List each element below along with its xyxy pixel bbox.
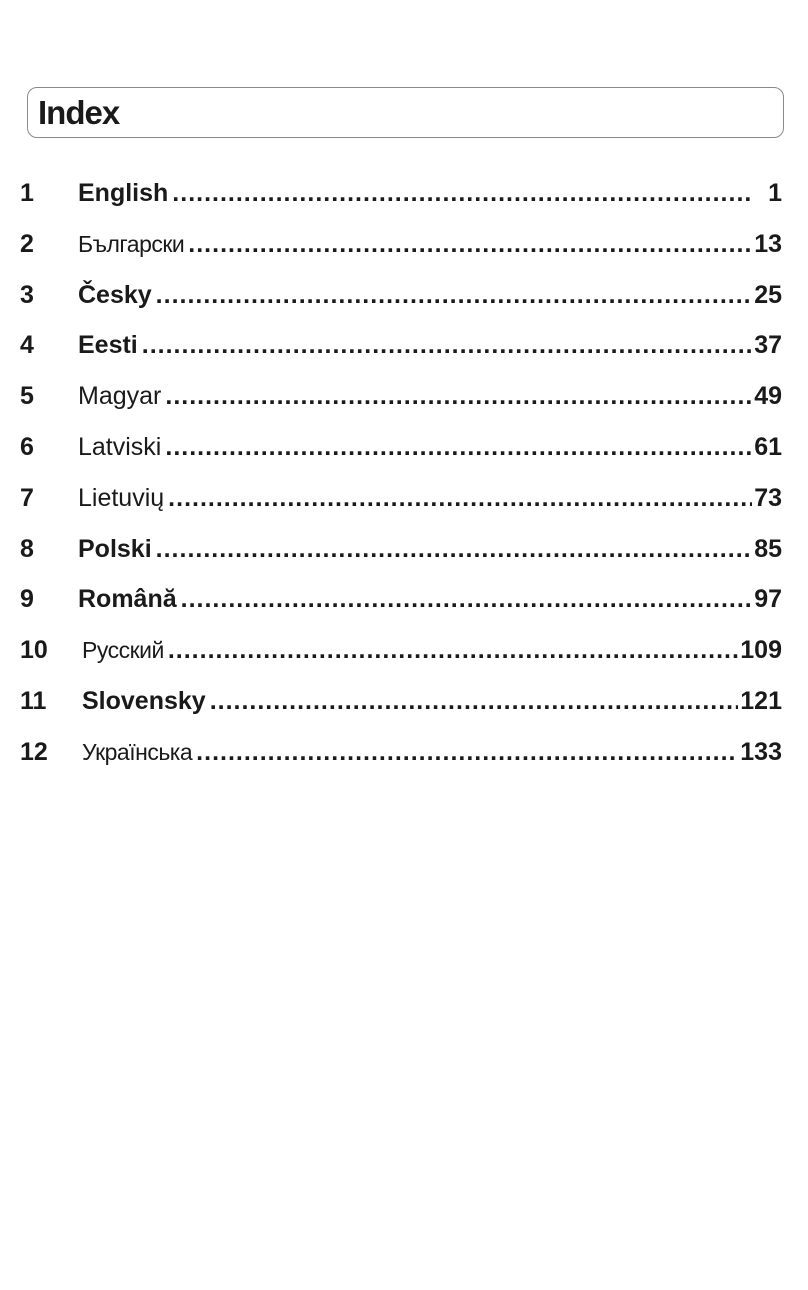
- toc-entry-lithuanian[interactable]: [20, 473, 782, 524]
- toc-page-number: 61: [754, 432, 782, 461]
- table-of-contents: [20, 168, 782, 778]
- toc-page-number: 1: [768, 179, 782, 207]
- dot-leader: [165, 371, 752, 421]
- toc-page-number: 37: [754, 331, 782, 360]
- toc-page-number: 85: [754, 534, 782, 563]
- toc-number: 6: [20, 432, 34, 461]
- toc-label: Українська: [82, 738, 193, 765]
- toc-label: Česky: [78, 280, 152, 309]
- toc-entry-polish[interactable]: [20, 524, 782, 575]
- dot-leader: [156, 524, 753, 574]
- toc-entry-romanian[interactable]: [20, 574, 782, 625]
- toc-entry-russian[interactable]: [20, 625, 782, 676]
- dot-leader: [156, 270, 753, 320]
- toc-label: Eesti: [78, 331, 138, 360]
- toc-number: 8: [20, 534, 34, 563]
- toc-page-number: 109: [740, 636, 782, 665]
- toc-number: 7: [20, 483, 34, 512]
- dot-leader: [168, 473, 752, 523]
- toc-label: Română: [78, 585, 177, 614]
- toc-entry-estonian[interactable]: [20, 320, 782, 371]
- toc-number: 4: [20, 331, 34, 360]
- dot-leader: [210, 676, 739, 726]
- dot-leader: [165, 422, 752, 472]
- toc-number: 1: [20, 179, 34, 207]
- toc-entry-bulgarian[interactable]: [20, 219, 782, 270]
- toc-label: Lietuvių: [78, 483, 165, 512]
- toc-page-number: 25: [754, 280, 782, 309]
- dot-leader: [172, 168, 752, 218]
- page-title: Index: [38, 94, 120, 131]
- toc-entry-czech[interactable]: [20, 270, 782, 321]
- toc-page-number: 97: [754, 585, 782, 614]
- toc-number: 10: [20, 636, 48, 665]
- toc-number: 9: [20, 585, 34, 614]
- toc-number: 3: [20, 280, 34, 309]
- toc-page-number: 121: [740, 686, 782, 715]
- toc-label: Magyar: [78, 382, 162, 411]
- toc-page-number: 73: [754, 483, 782, 512]
- toc-label: Русский: [82, 637, 164, 664]
- toc-entry-latvian[interactable]: [20, 422, 782, 473]
- toc-number: 2: [20, 229, 34, 258]
- toc-label: English: [78, 179, 169, 207]
- index-header-box: [27, 87, 784, 138]
- dot-leader: [168, 625, 738, 675]
- toc-entry-hungarian[interactable]: [20, 371, 782, 422]
- toc-page-number: 13: [754, 229, 782, 258]
- toc-entry-slovak[interactable]: [20, 676, 782, 727]
- toc-number: 11: [20, 686, 47, 715]
- toc-entry-ukrainian[interactable]: [20, 727, 782, 778]
- dot-leader: [142, 320, 752, 370]
- toc-number: 12: [20, 737, 48, 766]
- toc-page-number: 49: [754, 382, 782, 411]
- toc-entry-english[interactable]: [20, 168, 782, 219]
- dot-leader: [188, 219, 752, 269]
- toc-number: 5: [20, 382, 34, 411]
- toc-label: Polski: [78, 534, 152, 563]
- dot-leader: [181, 574, 753, 624]
- toc-label: Slovensky: [82, 686, 206, 715]
- toc-label: Български: [78, 230, 185, 257]
- toc-label: Latviski: [78, 432, 162, 461]
- dot-leader: [196, 727, 738, 777]
- toc-page-number: 133: [740, 737, 782, 766]
